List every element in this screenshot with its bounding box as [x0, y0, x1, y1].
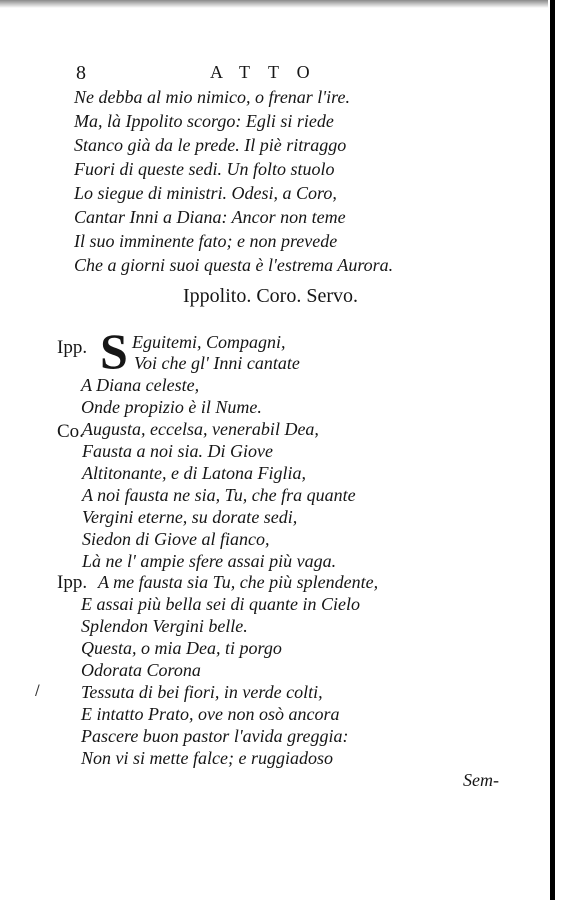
drop-cap: S	[100, 323, 128, 379]
text-line: Fausta a noi sia. Di Giove	[82, 441, 273, 461]
text-line: Là ne l' ampie sfere assai più vaga.	[82, 551, 337, 571]
speaker-label: Ipp.	[57, 572, 88, 593]
text-line: A me fausta sia Tu, che più splendente,	[98, 572, 379, 592]
page-gutter	[548, 0, 578, 900]
text-line: Altitonante, e di Latona Figlia,	[82, 463, 306, 483]
text-line: Tessuta di bei fiori, in verde colti,	[81, 682, 323, 702]
text-line: Splendon Vergini belle.	[81, 616, 248, 636]
catchword: Sem-	[463, 770, 499, 790]
binding-edge	[550, 0, 555, 900]
page-number: 8	[76, 62, 86, 84]
text-line: Augusta, eccelsa, venerabil Dea,	[82, 419, 319, 439]
text-line: E assai più bella sei di quante in Cielo	[81, 594, 360, 614]
text-line: Pascere buon pastor l'avida greggia:	[81, 726, 349, 746]
scene-heading: Ippolito. Coro. Servo.	[183, 285, 358, 307]
ink-mark: /	[35, 683, 40, 699]
text-line: Che a giorni suoi questa è l'estrema Aurora.	[74, 255, 394, 275]
text-line: Fuori di queste sedi. Un folto stuolo	[74, 159, 335, 179]
text-line: Ma, là Ippolito scorgo: Egli si riede	[74, 111, 334, 131]
text-line: Voi che gl' Inni cantate	[134, 353, 300, 373]
running-head	[76, 62, 376, 86]
text-line: A noi fausta ne sia, Tu, che fra quante	[82, 485, 356, 505]
text-line: Siedon di Giove al fianco,	[82, 529, 270, 549]
text-line: E intatto Prato, ove non osò ancora	[81, 704, 340, 724]
text-line: Ne debba al mio nimico, o frenar l'ire.	[74, 87, 350, 107]
text-line: Stanco già da le prede. Il piè ritraggo	[74, 135, 347, 155]
text-line: Onde propizio è il Nume.	[81, 397, 262, 417]
text-line: Cantar Inni a Diana: Ancor non teme	[74, 207, 346, 227]
act-title: ATTO	[210, 62, 328, 82]
text-line: Non vi si mette falce; e ruggiadoso	[81, 748, 333, 768]
text-line: Vergini eterne, su dorate sedi,	[82, 507, 298, 527]
text-line: Eguitemi, Compagni,	[132, 332, 286, 352]
text-line: Lo siegue di ministri. Odesi, a Coro,	[74, 183, 337, 203]
speaker-label: Co.	[57, 421, 84, 442]
text-line: Il suo imminente fato; e non prevede	[74, 231, 338, 251]
page-top-shadow	[0, 0, 578, 8]
text-line: A Diana celeste,	[81, 375, 200, 395]
text-line: Odorata Corona	[81, 660, 201, 680]
text-line: Questa, o mia Dea, ti porgo	[81, 638, 282, 658]
speaker-label: Ipp.	[57, 337, 88, 358]
